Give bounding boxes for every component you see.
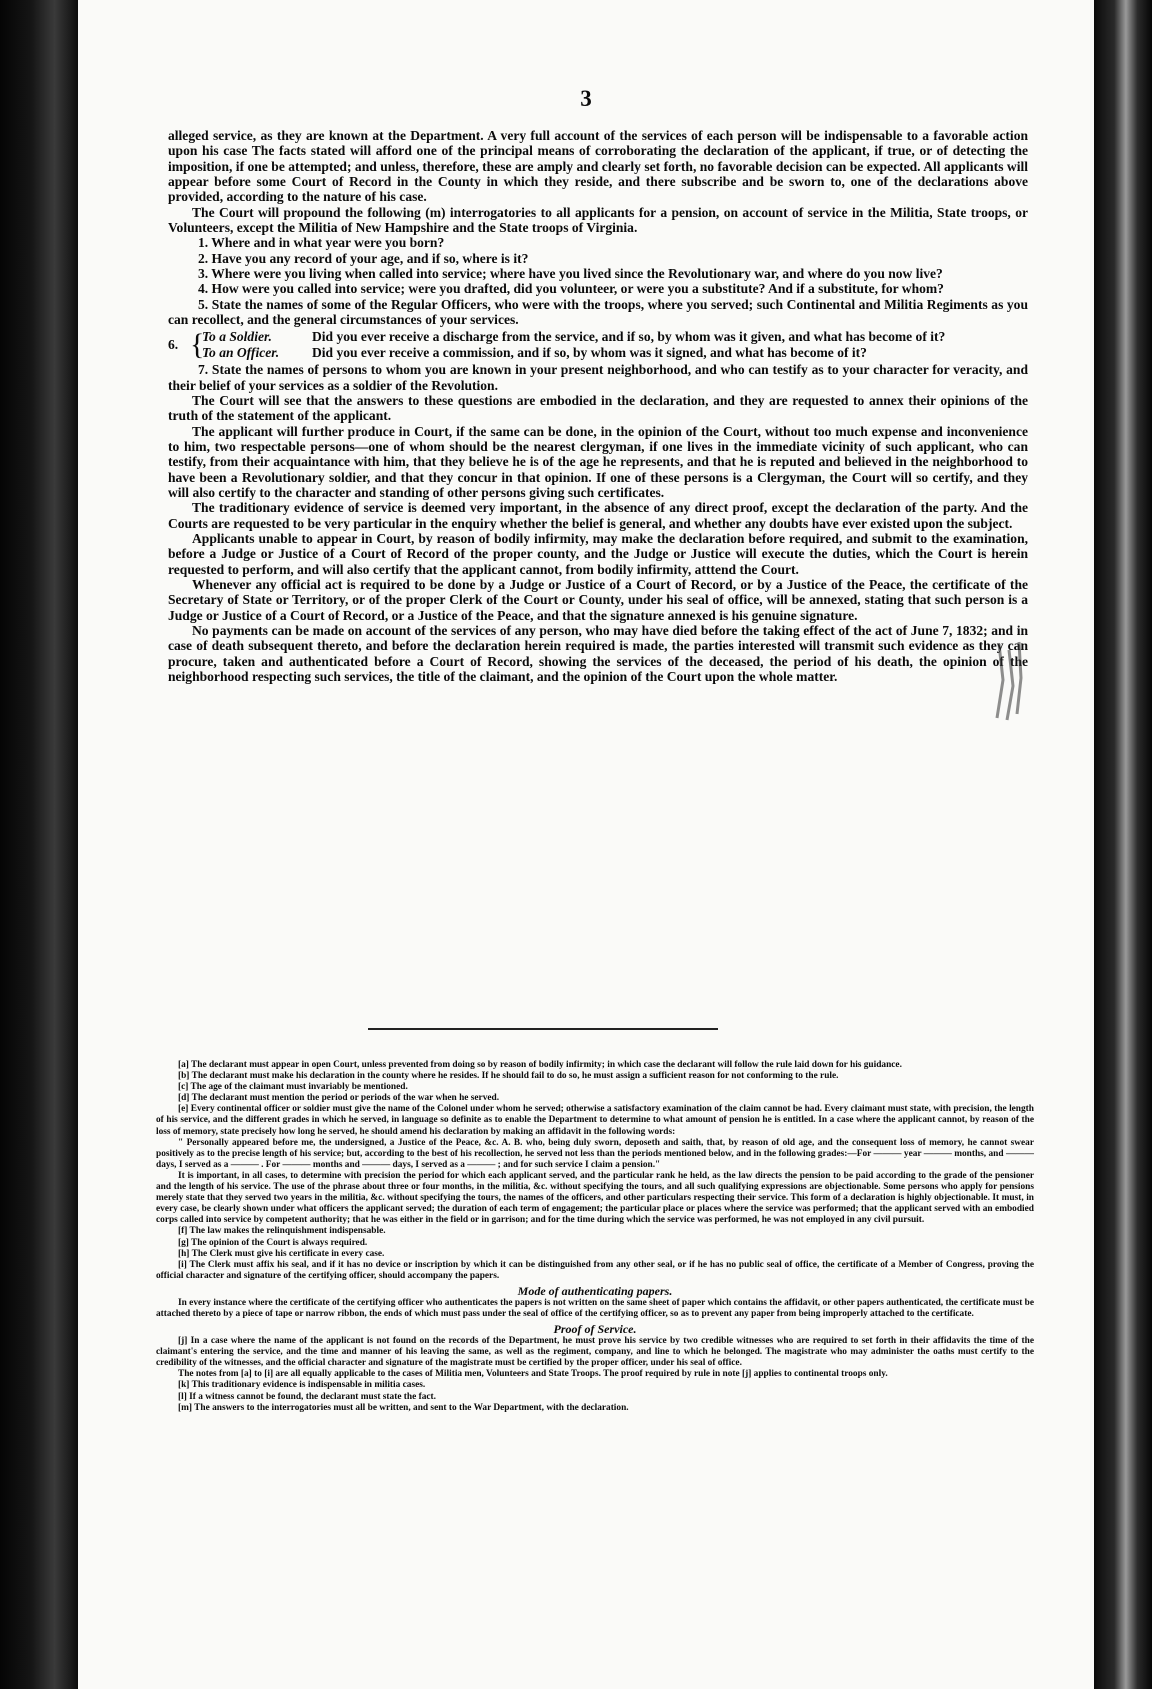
officer-label: To an Officer. [202, 344, 280, 360]
document-page [78, 0, 1094, 1689]
footnotes [156, 1060, 1034, 1414]
scan-border-right [1094, 0, 1152, 1689]
question-2: 2. Have you any record of your age, and if so, where is it? [198, 250, 529, 266]
footnote: [e] Every continental officer or soldier must give the name of the Colonel under whom he served; otherwise a satisfactory examination of the claim cannot be had. Every claimant must state, with precision, the length of his service, and the different grades in which he served, in language so definite as to enable the Department to determine to what amount of pension he is entitled. In a case where the applicant cannot, by reason of the loss of memory, state precisely how long he served, he should amend his declaration by making an affidavit in the following words: [156, 1104, 1034, 1137]
footnote: [c] The age of the claimant must invariably be mentioned. [178, 1082, 408, 1093]
footnote: [g] The opinion of the Court is always required. [178, 1237, 368, 1248]
question-5: 5. State the names of some of the Regular Officers, who were with the troops, where you served; such Continental and Militia Regiments as you can recollect, and the general circumstances of your services. [168, 296, 1028, 328]
footnote: It is important, in all cases, to determine with precision the period for which each applicant served, and the particular rank he held, as the law directs the pension to be paid according to the grade of the pensioner and the length of his service. The use of the phrase about three or four months, in the militia, &c. without specifying the tours, and all such qualifying expressions are objectionable. Some persons who apply for pensions merely state that they served two years in the militia, &c. without specifying the tours, the names of the officers, and other particulars respecting their service. This form of a declaration is highly objectionable. It must, in every case, be clearly shown under what officers the applicant served; the duration of each term of engagement; the particular place or places where the service was performed; that the applicant served with an embodied corps called into service by competent authority; that he was either in the field or in garrison; and for the time during which the service was performed, he was not employed in any civil pursuit. [156, 1170, 1034, 1226]
question-1: 1. Where and in what year were you born? [198, 235, 445, 251]
footnote: [b] The declarant must make his declaration in the county where he resides. If he should fail to do so, he must assign a sufficient reason for not conforming to the rule. [178, 1071, 839, 1082]
question-7: 7. State the names of persons to whom you are known in your present neighborhood, and who can testify as to your character for veracity, and their belief of your services as a soldier of the Revolution. [168, 362, 1028, 393]
page-number: 3 [580, 86, 592, 111]
footnote: [j] In a case where the name of the applicant is not found on the records of the Department, he must prove his service by two credible witnesses who are required to set forth in their affidavits the time of the claimant's entering the service, and the time and manner of his leaving the same, as well as the regiment, company, and line to which he belonged. The magistrate who may administer the oaths must certify to the credibility of the witnesses, and the official character and signature of the magistrate must be certified by the proper officer, under his seal of office. [156, 1336, 1034, 1369]
body-paragraph: alleged service, as they are known at the Department. A very full account of the services of each person will be indispensable to a favorable action upon his case The facts stated will afford one of the principal means of corroborating the declaration of the applicant, if true, or of detecting the imposition, if one be attempted; and unless, therefore, these are amply and clearly set forth, no favorable decision can be expected. All applicants will appear before some Court of Record in the County in which they reside, and there subscribe and be sworn to, one of the declarations above provided, according to the nature of his case. [168, 128, 1028, 205]
question-6-number: 6. [168, 337, 179, 353]
ink-stamp-mark [993, 640, 1025, 724]
footnote: [i] The Clerk must affix his seal, and if it has no device or inscription by which it can be distinguished from any other seal, or if he has no public seal of office, the certificate of a Member of Congress, proving the official character and signature of the certifying officer, should accompany the papers. [156, 1259, 1034, 1281]
body-paragraph: No payments can be made on account of the services of any person, who may have died before the taking effect of the act of June 7, 1832; and in case of death subsequent thereto, and before the declaration herein required is made, the parties interested will transmit such evidence as they can procure, taken and authenticated before a Court of Record, showing the services of the deceased, the period of his death, the opinion of the neighborhood respecting such services, the title of the claimant, and the opinion of the Court upon the whole matter. [168, 623, 1028, 685]
footnote: " Personally appeared before me, the undersigned, a Justice of the Peace, &c. A. B. who, being duly sworn, deposeth and saith, that, by reason of old age, and the consequent loss of memory, he cannot swear positively as to the precise length of his service; but, according to the best of his recollection, he served not less than the periods mentioned below, and in the following grades:—For ——— year ——— months, and ——— days, I served as a ——— . For ——— months and ——— days, I served as a ——— ; and for such service I claim a pension." [156, 1137, 1034, 1170]
footnote: [l] If a witness cannot be found, the declarant must state the fact. [178, 1391, 436, 1402]
body-paragraph: The applicant will further produce in Court, if the same can be done, in the opinion of the Court, without too much expense and inconvenience to him, two respectable persons—one of whom should be the nearest clergyman, if one lives in the immediate vicinity of such applicant, who can testify, from their acquaintance with him, that they believe he is of the age he represents, and that he is reputed and believed in the neighborhood to have been a Revolutionary soldier, and that they concur in that opinion. If one of these persons is a Clergyman, the Court will so certify, and they will also certify to the character and standing of other persons giving such certificates. [168, 423, 1028, 500]
heading-proof-of-service: Proof of Service. [553, 1322, 637, 1337]
brace-glyph: { [190, 327, 205, 361]
question-6-body [202, 329, 1028, 360]
body-paragraph: The Court will propound the following (m) interrogatories to all applicants for a pension, on account of service in the Militia, State troops, or Volunteers, except the Militia of New Hampshire and the State troops of Virginia. [168, 204, 1028, 236]
question-4: 4. How were you called into service; were you drafted, did you volunteer, or were you a substitute? And if a substitute, for whom? [198, 281, 944, 297]
footnote: [a] The declarant must appear in open Court, unless prevented from doing so by reason of bodily infirmity; in which case the declarant will follow the rule laid down for his guidance. [178, 1060, 902, 1070]
footnote: [m] The answers to the interrogatories must all be written, and sent to the War Department, with the declaration. [178, 1402, 629, 1413]
officer-question: Did you ever receive a commission, and if so, by whom was it signed, and what has become of it? [312, 344, 867, 360]
body-paragraph: Applicants unable to appear in Court, by reason of bodily infirmity, may make the declaration before required, and submit to the examination, before a Judge or Justice of a Court of Record of the proper county, and the Judge or Justice will execute the duties, which the Court is herein requested to perform, and will also certify that the applicant cannot, from bodily infirmity, atttend the Court. [168, 530, 1028, 577]
footnote: [k] This traditionary evidence is indispensable in militia cases. [178, 1380, 426, 1391]
footnote: [f] The law makes the relinquishment indispensable. [178, 1226, 386, 1237]
footnote: [h] The Clerk must give his certificate in every case. [178, 1248, 385, 1259]
soldier-question: Did you ever receive a discharge from the service, and if so, by whom was it given, and what has become of it? [312, 329, 946, 345]
body-paragraph: Whenever any official act is required to be done by a Judge or Justice of a Court of Record, or by a Justice of the Peace, the certificate of the Secretary of State or Territory, or of the proper Clerk of the Court or County, under his seal of office, will be annexed, stating that such person is a Judge or Justice of a Court of Record, or a Justice of the Peace, and that the signature annexed is his genuine signature. [168, 576, 1028, 623]
question-6-soldier [202, 329, 1028, 344]
main-text [168, 128, 1028, 684]
footnote: [d] The declarant must mention the period or periods of the war when he served. [178, 1093, 500, 1104]
heading-authenticating: Mode of authenticating papers. [517, 1283, 673, 1298]
footnote: The notes from [a] to [i] are all equally applicable to the cases of Militia men, Volunteers and State Troops. The proof required by rule in note [j] applies to continental troops only. [178, 1369, 888, 1380]
scan-border-left [0, 0, 78, 1689]
question-6 [168, 329, 1028, 360]
body-paragraph: The traditionary evidence of service is deemed very important, in the absence of any direct proof, except the declaration of the party. And the Courts are requested to be very particular in the enquiry whether the belief is general, and whether any doubts have ever existed upon the subject. [168, 500, 1028, 531]
soldier-label: To a Soldier. [202, 329, 272, 345]
authenticating-text: In every instance where the certificate of the certifying officer who authenticates the papers is not written on the same sheet of paper which contains the affidavit, or other papers authenticated, the certificate must be attached thereto by a piece of tape or narrow ribbon, the ends of which must pass under the seal of office of the certifying officer, so as to prevent any paper from being improperly attached to the certificate. [156, 1297, 1034, 1319]
section-divider [368, 1028, 718, 1030]
question-6-officer [202, 345, 1028, 360]
body-paragraph: The Court will see that the answers to these questions are embodied in the declaration, and they are requested to annex their opinions of the truth of the statement of the applicant. [168, 392, 1028, 424]
question-3: 3. Where were you living when called into service; where have you lived since the Revolutionary war, and where do you now live? [198, 266, 943, 282]
